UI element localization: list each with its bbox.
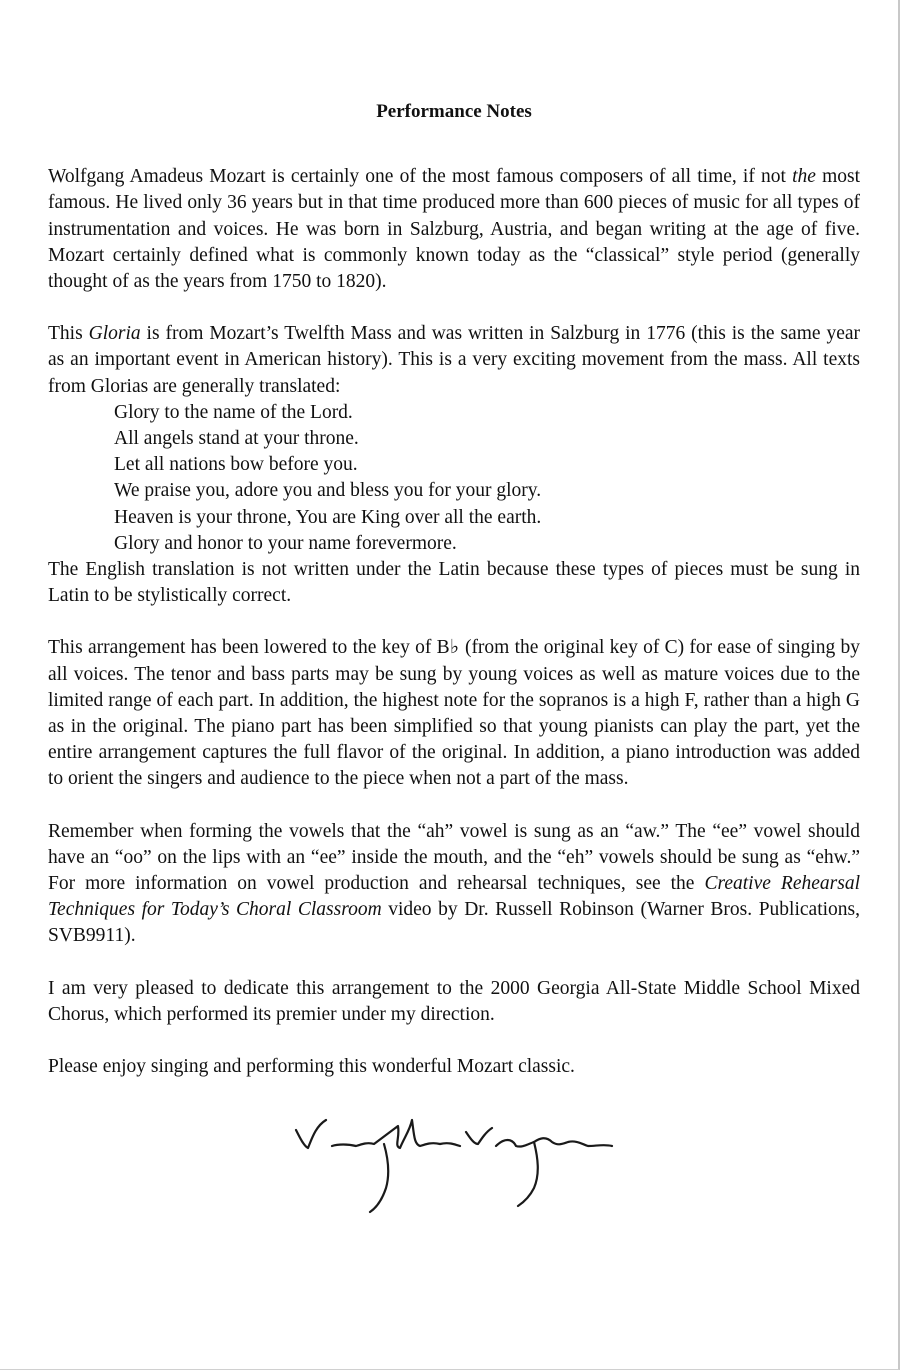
page-title: Performance Notes [376, 101, 532, 122]
p2-emphasis: Gloria [88, 323, 141, 345]
paragraph-mozart-intro [48, 164, 860, 295]
paragraph-arrangement: This arrangement has been lowered to the key of B♭ (from the original key of C) for ease of singing by all voices. The tenor and bass parts may be sung by young voices as well as mature voices due to the limited range of each part. In addition, the highest note for the sopranos is a high F, rather than a high G as in the original. The piano part has been simplified so that young pianists can play the part, yet the entire arrangement captures the full flavor of the original. In addition, a piano introduction was added to orient the singers and audience to the piece when not a part of the mass. [48, 637, 860, 790]
p1-text-a: Wolfgang Amadeus Mozart is certainly one of the most famous composers of all time, if not [48, 166, 793, 188]
paragraph-vowels [48, 819, 860, 950]
p2-text-b: is from Mozart’s Twelfth Mass and was written in Salzburg in 1776 (this is the same year as an important event in American history). This is a very exciting movement from the mass. All texts from Glorias are generally translated: [48, 323, 861, 397]
document-body [48, 99, 860, 1106]
p5-text-a: Remember when forming the vowels that the “ah” vowel is sung as an “aw.” The “ee” vowel should have an “oo” on the lips with an “ee” inside the mouth, and the “eh” vowels should be sung as “ehw.” For more information on vowel production and rehearsal techniques, see the [48, 820, 860, 895]
paragraph-dedication: I am very pleased to dedicate this arrangement to the 2000 Georgia All-State Middle School Mixed Chorus, which performed its premier under my direction. [48, 977, 860, 1025]
p1-emphasis: the [792, 166, 816, 188]
p2-text-a: This [48, 323, 89, 345]
translation-line: All angels stand at your throne. [114, 428, 359, 450]
paragraph-closing: Please enjoy singing and performing this wonderful Mozart classic. [48, 1056, 575, 1078]
p1-text-b: most famous. He lived only 36 years but in that time produced more than 600 pieces of music for all types of instrumentation and voices. He was born in Salzburg, Austria, and began writing at the age of five. Mozart certainly defined what is commonly known today as the “classical” style period (generally thought of as the years from 1750 to 1820). [48, 166, 860, 293]
translation-line: We praise you, adore you and bless you for your glory. [114, 480, 542, 502]
paragraph-latin-note: The English translation is not written under the Latin because these types of pieces must be sung in Latin to be stylistically correct. [48, 559, 860, 607]
translation-line: Glory and honor to your name forevermore. [114, 532, 457, 554]
signature-stroke [518, 1142, 538, 1206]
p5-text-b: video by Dr. Russell Robinson (Warner Bros. Publications, SVB9911). [48, 899, 860, 947]
p5-video-title: Creative Rehearsal Techniques for Today’s Choral Classroom [48, 873, 860, 921]
signature-stroke [370, 1144, 388, 1212]
signature [290, 1108, 620, 1218]
signature-stroke [496, 1138, 612, 1146]
signature-strokes [296, 1120, 612, 1212]
signature-stroke [296, 1120, 326, 1148]
translation-line: Glory to the name of the Lord. [114, 401, 353, 423]
signature-stroke [332, 1120, 460, 1148]
translation-line: Let all nations bow before you. [114, 454, 358, 476]
paragraph-gloria [48, 321, 860, 400]
gloria-translation [48, 400, 860, 557]
signature-stroke [466, 1128, 492, 1144]
translation-line: Heaven is your throne, You are King over all the earth. [114, 506, 542, 528]
